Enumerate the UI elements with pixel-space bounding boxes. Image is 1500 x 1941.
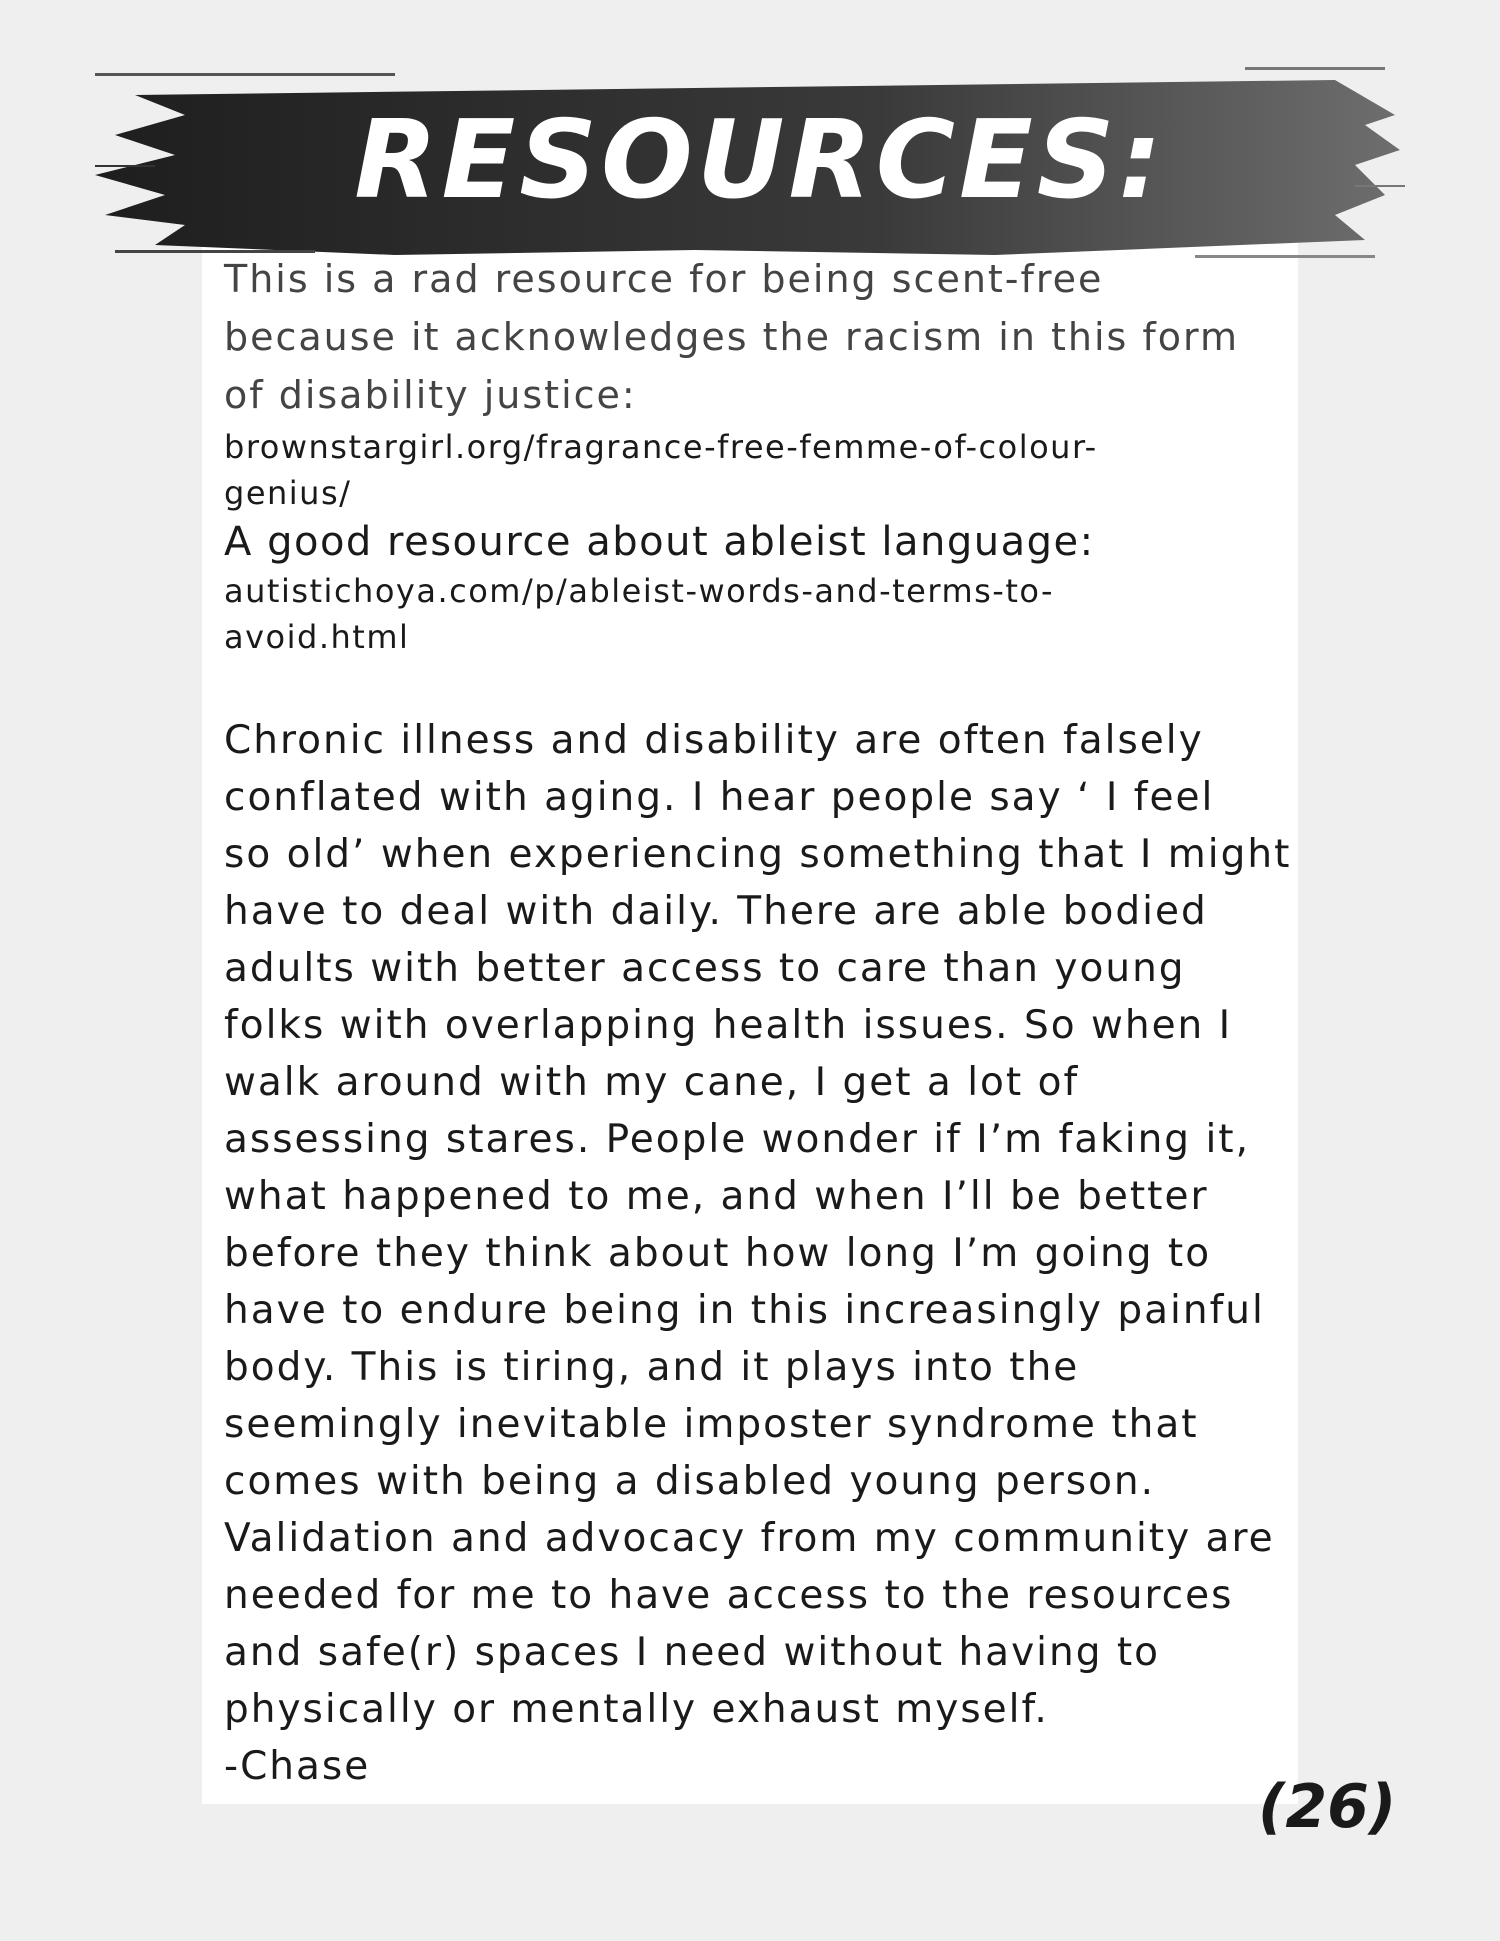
essay-line: needed for me to have access to the resources [224, 1573, 1234, 1618]
link-line: avoid.html [224, 618, 410, 656]
resource-label-ableist-language: A good resource about ableist language: [224, 519, 1095, 565]
essay-line: and safe(r) spaces I need without having to [224, 1630, 1161, 1675]
title-banner [95, 55, 1405, 265]
essay-line: walk around with my cane, I get a lot of [224, 1060, 1080, 1105]
page-number: (26) [1258, 1772, 1397, 1842]
resource-link-ableist-words [224, 568, 1304, 660]
essay-line: so old’ when experiencing something that I might [224, 832, 1292, 877]
resource-link-fragrance-free [224, 424, 1304, 516]
essay-signature: -Chase [224, 1744, 371, 1789]
link-line: autistichoya.com/p/ableist-words-and-terms-to- [224, 572, 1055, 610]
essay-line: what happened to me, and when I’ll be better [224, 1174, 1209, 1219]
essay-text [224, 712, 1304, 1738]
essay-line: seemingly inevitable imposter syndrome that [224, 1402, 1199, 1447]
essay-line: conflated with aging. I hear people say ‘ I feel [224, 775, 1215, 820]
essay-line: have to endure being in this increasingly painful [224, 1288, 1265, 1333]
essay-line: have to deal with daily. There are able bodied [224, 889, 1208, 934]
page-title: RESOURCES: [354, 97, 1166, 223]
spacer [224, 660, 1304, 712]
essay-line: before they think about how long I’m going to [224, 1231, 1212, 1276]
essay-line: Validation and advocacy from my community are [224, 1516, 1275, 1561]
intro-line: because it acknowledges the racism in this form [224, 315, 1240, 359]
essay-line: comes with being a disabled young person. [224, 1459, 1156, 1504]
essay-line: assessing stares. People wonder if I’m faking it, [224, 1117, 1250, 1162]
essay-line: adults with better access to care than young [224, 946, 1186, 991]
essay-line: physically or mentally exhaust myself. [224, 1687, 1049, 1732]
essay-line: Chronic illness and disability are often falsely [224, 718, 1204, 763]
essay-line: folks with overlapping health issues. So when I [224, 1003, 1233, 1048]
essay-line: body. This is tiring, and it plays into the [224, 1345, 1080, 1390]
resource-content [224, 250, 1304, 1795]
intro-line: This is a rad resource for being scent-free [224, 257, 1104, 301]
link-line: genius/ [224, 474, 352, 512]
intro-line: of disability justice: [224, 373, 637, 417]
link-line: brownstargirl.org/fragrance-free-femme-of-colour- [224, 428, 1098, 466]
resource-intro [224, 250, 1304, 424]
